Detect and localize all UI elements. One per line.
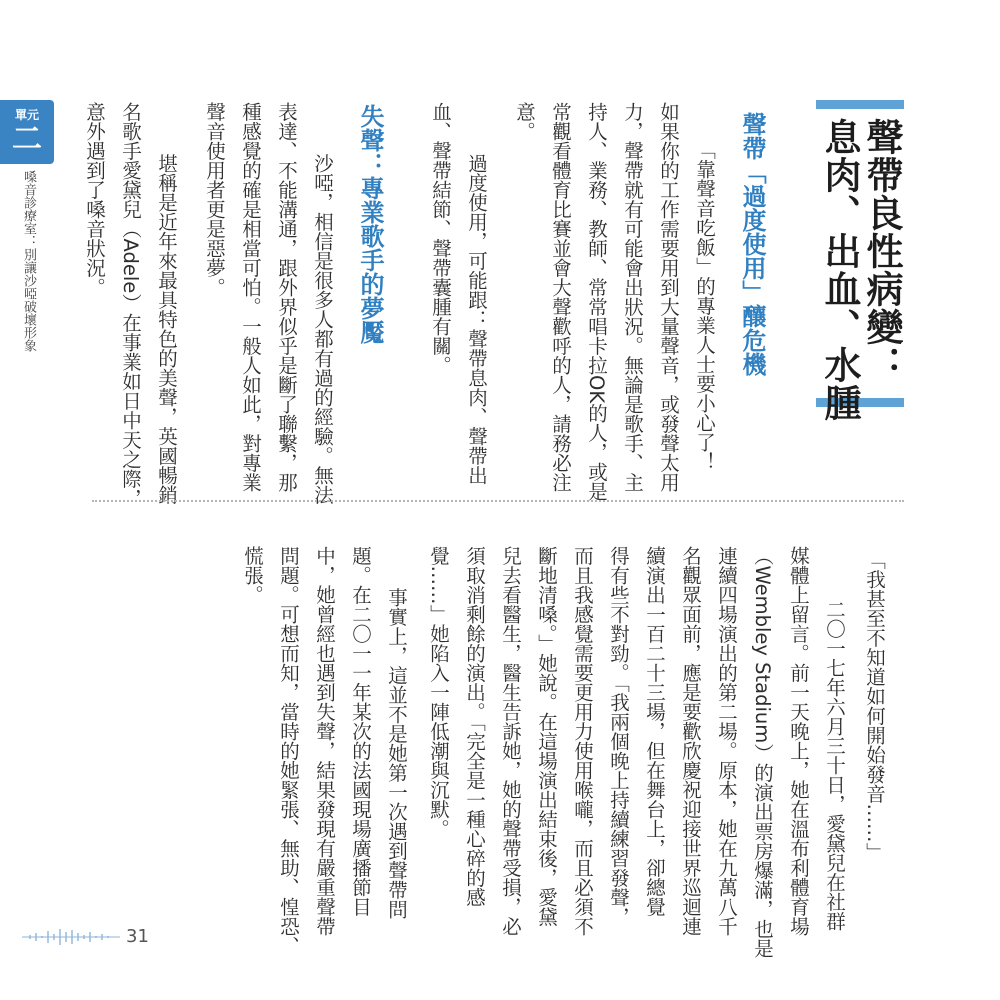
section1-line-1: 「靠聲音吃飯」的專業人士要小心了！ <box>693 140 716 472</box>
bottom-line-12: 覺……」她陷入一陣低潮與沉默。 <box>427 546 450 839</box>
bottom-line-3: （Wembley Stadium）的演出票房爆滿，也是 <box>751 546 774 958</box>
bottom-line-15: 中，她曾經也遇到失聲，結果發現有嚴重聲帶 <box>313 546 336 936</box>
bottom-line-7: 得有些不對勁。「我兩個晚上持續練習發聲， <box>607 546 630 927</box>
bottom-line-17: 慌張。 <box>241 546 264 605</box>
section2-line-1: 沙啞，相信是很多人都有過的經驗。無法 <box>311 134 334 505</box>
section1-line-6: 意。 <box>513 102 536 141</box>
bottom-line-8: 而且我感覺需要更用力使用喉嚨，而且必須不 <box>571 546 594 936</box>
bottom-line-5: 名觀眾面前，應是要歡欣慶祝迎接世界巡迴連 <box>679 546 702 936</box>
section1-heading: 聲帶「過度使用」釀危機 <box>738 112 766 376</box>
bottom-line-16: 問題。可想而知，當時的她緊張、無助、惶恐、 <box>277 546 300 956</box>
bottom-line-11: 須取消剩餘的演出。「完全是一種心碎的感 <box>463 546 486 907</box>
page-title-line-1: 聲帶良性病變： <box>860 118 903 384</box>
page-title <box>818 118 902 422</box>
waveform-icon <box>22 928 120 946</box>
section2-line-5: 堪稱是近年來最具特色的美聲，英國暢銷 <box>155 134 178 505</box>
quote-line: 「我甚至不知道如何開始發音……」 <box>863 550 886 862</box>
bottom-line-4: 連續四場演出的第二場。原本，她在九萬八千 <box>715 546 738 936</box>
bottom-line-10: 兒去看醫生，醫生告訴她，她的聲帶受損，必 <box>499 546 522 936</box>
page-title-line-2: 息肉、出血、水腫 <box>818 118 861 422</box>
chapter-tab-number: 二 <box>12 122 42 157</box>
section2-heading: 失聲：專業歌手的夢魘 <box>356 104 384 344</box>
bottom-line-13: 事實上，這並不是她第一次遇到聲帶問 <box>385 568 408 919</box>
chapter-caption: 嗓音診療室：別讓沙啞破壞形象 <box>21 170 36 352</box>
bottom-line-2: 媒體上留言。前一天晚上，她在溫布利體育場 <box>787 546 810 936</box>
bottom-line-1: 二〇一七年六月三十日，愛黛兒在社群 <box>823 580 846 931</box>
section2-line-6: 名歌手愛黛兒（Adele）在事業如日中天之際， <box>119 102 142 508</box>
section2-line-7: 意外遇到了嗓音狀況。 <box>83 102 106 297</box>
chapter-tab-label: 單元 <box>14 108 39 122</box>
section2-line-4: 聲音使用者更是惡夢。 <box>203 102 226 297</box>
section-divider <box>92 500 904 502</box>
bottom-line-6: 續演出一百二十三場，但在舞台上，卻總覺 <box>643 546 666 917</box>
page-number: 31 <box>126 926 149 947</box>
section1-line-8: 血、聲帶結節、聲帶囊腫有關。 <box>429 102 452 375</box>
section2-line-2: 表達、不能溝通，跟外界似乎是斷了聯繫，那 <box>275 102 298 492</box>
section1-line-5: 常觀看體育比賽並會大聲歡呼的人，請務必注 <box>549 102 572 492</box>
title-bar-top <box>816 100 904 109</box>
section1-line-7: 過度使用，可能跟：聲帶息肉、聲帶出 <box>465 134 488 485</box>
section1-line-4: 持人、業務、教師、常常唱卡拉OK的人，或是 <box>585 102 608 501</box>
section1-line-2: 如果你的工作需要用到大量聲音，或發聲太用 <box>657 102 680 492</box>
bottom-line-9: 斷地清嗓。」她說。在這場演出結束後，愛黛 <box>535 546 558 927</box>
section1-line-3: 力，聲帶就有可能會出狀況。無論是歌手、主 <box>621 102 644 492</box>
bottom-line-14: 題。在二〇一一年某次的法國現場廣播節目 <box>349 546 372 917</box>
section2-line-3: 種感覺的確是相當可怕。一般人如此，對專業 <box>239 102 262 492</box>
